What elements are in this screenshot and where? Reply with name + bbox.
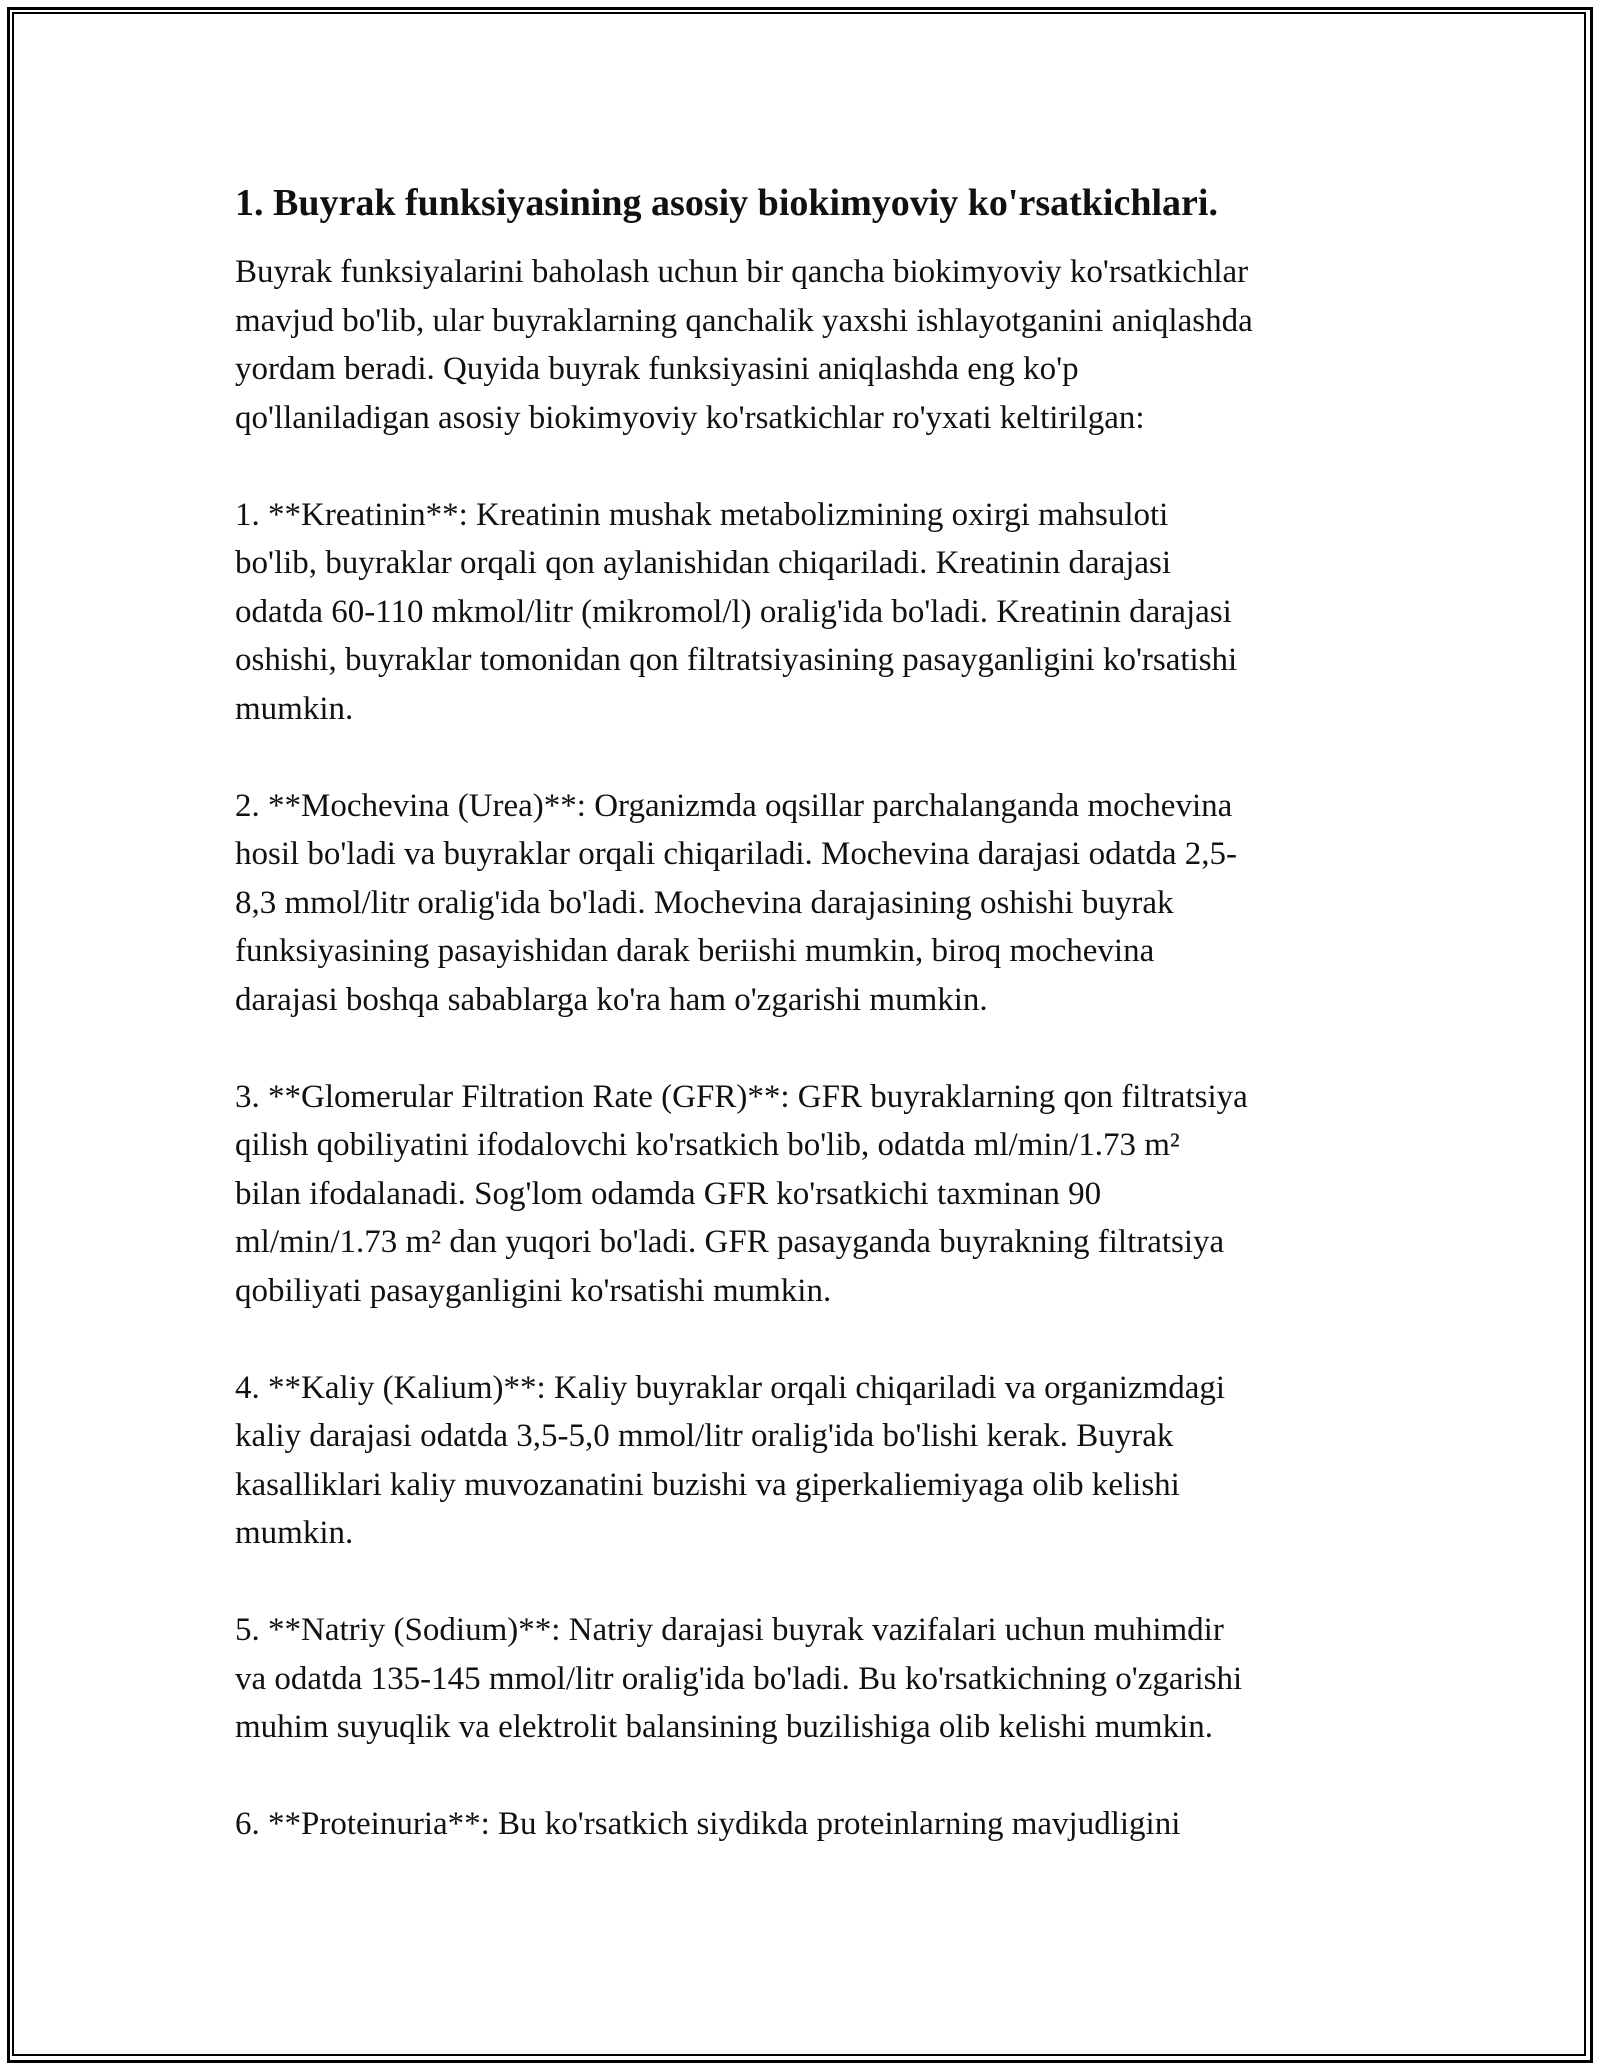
list-item-natriy xyxy=(235,1606,1375,1752)
text-line: funksiyasining pasayishidan darak beriishi mumkin, biroq mochevina xyxy=(235,933,1155,969)
text-line: mumkin. xyxy=(235,1515,354,1551)
text-line: 3. **Glomerular Filtration Rate (GFR)**: GFR buyraklarning qon filtratsiya xyxy=(235,1078,1248,1115)
text-line: 4. **Kaliy (Kalium)**: Kaliy buyraklar orqali chiqariladi va organizmdagi xyxy=(235,1369,1226,1406)
text-line: darajasi boshqa sabablarga ko'ra ham o'zgarishi mumkin. xyxy=(235,981,988,1018)
text-line: mavjud bo'lib, ular buyraklarning qanchalik yaxshi ishlayotganini aniqlashda xyxy=(235,302,1253,339)
text-line: 2. **Mochevina (Urea)**: Organizmda oqsillar parchalanganda mochevina xyxy=(235,787,1233,824)
text-line: 5. **Natriy (Sodium)**: Natriy darajasi buyrak vazifalari uchun muhimdir xyxy=(235,1612,1224,1648)
text-line: qo'llaniladigan asosiy biokimyoviy ko'rsatkichlar ro'yxati keltirilgan: xyxy=(235,399,1145,436)
text-line: mumkin. xyxy=(235,690,354,727)
text-line: 6. **Proteinuria**: Bu ko'rsatkich siydikda proteinlarning mavjudligini xyxy=(235,1806,1181,1842)
list-item-kreatinin xyxy=(235,491,1375,734)
text-line: 8,3 mmol/litr oralig'ida bo'ladi. Mochevina darajasining oshishi buyrak xyxy=(235,884,1174,921)
list-item-gfr xyxy=(235,1073,1375,1316)
text-line: bilan ifodalanadi. Sog'lom odamda GFR ko'rsatkichi taxminan 90 xyxy=(235,1175,1102,1212)
text-line: oshishi, buyraklar tomonidan qon filtratsiyasining pasayganligini ko'rsatishi xyxy=(235,642,1238,678)
document-title: 1. Buyrak funksiyasining asosiy biokimyoviy ko'rsatkichlari. xyxy=(235,182,1218,224)
text-line: kaliy darajasi odatda 3,5-5,0 mmol/litr oralig'ida bo'lishi kerak. Buyrak xyxy=(235,1418,1174,1454)
text-line: 1. **Kreatinin**: Kreatinin mushak metabolizmining oxirgi mahsuloti xyxy=(235,496,1169,533)
text-line: Buyrak funksiyalarini baholash uchun bir qancha biokimyoviy ko'rsatkichlar xyxy=(235,254,1249,290)
text-line: kasalliklari kaliy muvozanatini buzishi va giperkaliemiyaga olib kelishi xyxy=(235,1466,1180,1503)
text-line: odatda 60-110 mkmol/litr (mikromol/l) oralig'ida bo'ladi. Kreatinin darajasi xyxy=(235,593,1232,630)
list-item-proteinuria xyxy=(235,1800,1375,1849)
text-line: hosil bo'ladi va buyraklar orqali chiqariladi. Mochevina darajasi odatda 2,5- xyxy=(235,836,1238,872)
list-item-mochevina xyxy=(235,782,1375,1025)
text-line: ml/min/1.73 m² dan yuqori bo'ladi. GFR pasayganda buyrakning filtratsiya xyxy=(235,1224,1225,1260)
text-line: qilish qobiliyatini ifodalovchi ko'rsatkich bo'lib, odatda ml/min/1.73 m² xyxy=(235,1127,1180,1163)
text-line: muhim suyuqlik va elektrolit balansining buzilishiga olib kelishi mumkin. xyxy=(235,1709,1213,1745)
text-line: qobiliyati pasayganligini ko'rsatishi mumkin. xyxy=(235,1272,832,1309)
text-line: yordam beradi. Quyida buyrak funksiyasini aniqlashda eng ko'p xyxy=(235,351,1079,387)
list-item-kaliy xyxy=(235,1364,1375,1558)
text-line: bo'lib, buyraklar orqali qon aylanishidan chiqariladi. Kreatinin darajasi xyxy=(235,545,1172,581)
intro-paragraph xyxy=(235,248,1375,442)
document-body xyxy=(235,178,1375,1897)
text-line: va odatda 135-145 mmol/litr oralig'ida bo'ladi. Bu ko'rsatkichning o'zgarishi xyxy=(235,1660,1243,1697)
